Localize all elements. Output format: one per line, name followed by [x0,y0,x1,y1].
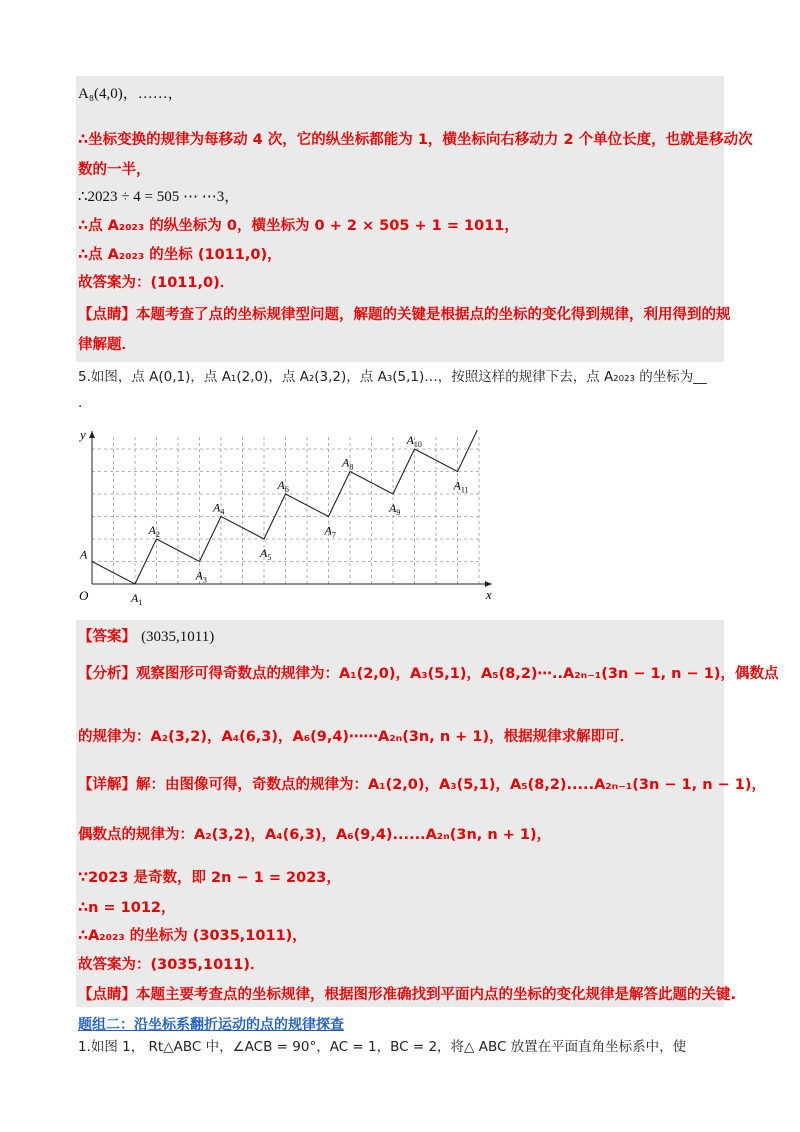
answer-value: (3035,1011) [141,629,215,645]
prev-solution-line: 故答案为：(1011,0)． [78,275,235,291]
prev-solution-line: 数的一半， [78,162,151,178]
point-label: $A_3$ [195,568,207,585]
point-label: A [80,547,88,562]
solution-comment: 【点睛】本题主要考查点的坐标规律，根据图形准确找到平面内点的坐标的变化规律是解答此题的关键. [78,987,737,1003]
prev-solution-line: ∴2023 ÷ 4 = 505 ⋯ ⋯3， [78,189,240,205]
answer-line [78,627,214,647]
analysis-line: 【分析】观察图形可得奇数点的规律为：A₁(2,0)，A₃(5,1)，A₅(8,2)⋯..A₂ₙ₋₁(3n − 1, n − 1)，偶数点 [78,666,779,682]
section-title-link[interactable]: 题组二：沿坐标系翻折运动的点的规律探查 [78,1017,344,1033]
point-label: $A_{11}$ [453,478,469,495]
point-label: $A_9$ [389,501,401,517]
answer-tag: 【答案】 [78,629,136,645]
x-axis-label: x [485,587,492,602]
point-label: $A_{10}$ [406,433,422,449]
point-label: $A_5$ [260,546,272,562]
point-label: $A_8$ [342,455,354,472]
detail-line: ∴A₂₀₂₃ 的坐标为 (3035,1011)， [78,928,307,944]
point-label: $A_1$ [131,591,143,605]
detail-line: 【详解】解：由图像可得，奇数点的规律为：A₁(2,0)，A₃(5,1)，A₅(8,2).....A₂ₙ₋₁(3n − 1, n − 1)， [78,777,766,793]
question-5-trailing: . [78,395,83,411]
point-label: $A_2$ [148,523,160,539]
question-5-text: 5.如图，点 A(0,1)，点 A₁(2,0)，点 A₂(3,2)，点 A₃(5,1)…，按照这样的规律下去，点 A₂₀₂₃ 的坐标为__ [78,369,707,385]
point-label: $A_7$ [324,523,336,540]
detail-line: ∴n = 1012， [78,900,176,916]
detail-line: 故答案为：(3035,1011)． [78,957,265,973]
y-axis-label: y [80,430,86,442]
question-1-text: 1.如图 1， Rt△ABC 中，∠ACB = 90°，AC = 1，BC = 2，将△ ABC 放置在平面直角坐标系中，使 [78,1039,687,1055]
prev-solution-line: ∴坐标变换的规律为每移动 4 次，它的纵坐标都能为 1，横坐标向右移动力 2 个单位长度，也就是移动次 [78,132,753,148]
prev-solution-line: ∴点 A₂₀₂₃ 的坐标 (1011,0)， [78,247,282,263]
detail-line: 偶数点的规律为：A₂(3,2)，A₄(6,3)，A₆(9,4)......A₂ₙ(3n, n + 1)， [78,827,552,843]
prev-solution-line: ∴点 A₂₀₂₃ 的纵坐标为 0，横坐标为 0 + 2 × 505 + 1 = 1011， [78,218,519,234]
prev-solution-comment: 律解题． [78,337,136,353]
prev-solution-comment: 【点睛】本题考查了点的坐标规律型问题，解题的关键是根据点的坐标的变化得到规律，利用得到的规 [78,307,731,323]
detail-line: ∵2023 是奇数，即 2n − 1 = 2023， [78,870,341,886]
point-label: $A_4$ [213,500,225,517]
analysis-line: 的规律为：A₂(3,2)，A₄(6,3)，A₆(9,4)⋯⋯A₂ₙ(3n, n + 1)，根据规律求解即可． [78,729,635,745]
point-path [92,430,479,584]
prev-solution-line: A₈(4,0)，……， [78,86,183,102]
y-axis-arrow [89,431,95,438]
point-label: $A_6$ [277,478,289,494]
coordinate-graph [70,430,500,605]
origin-label: O [79,588,89,603]
